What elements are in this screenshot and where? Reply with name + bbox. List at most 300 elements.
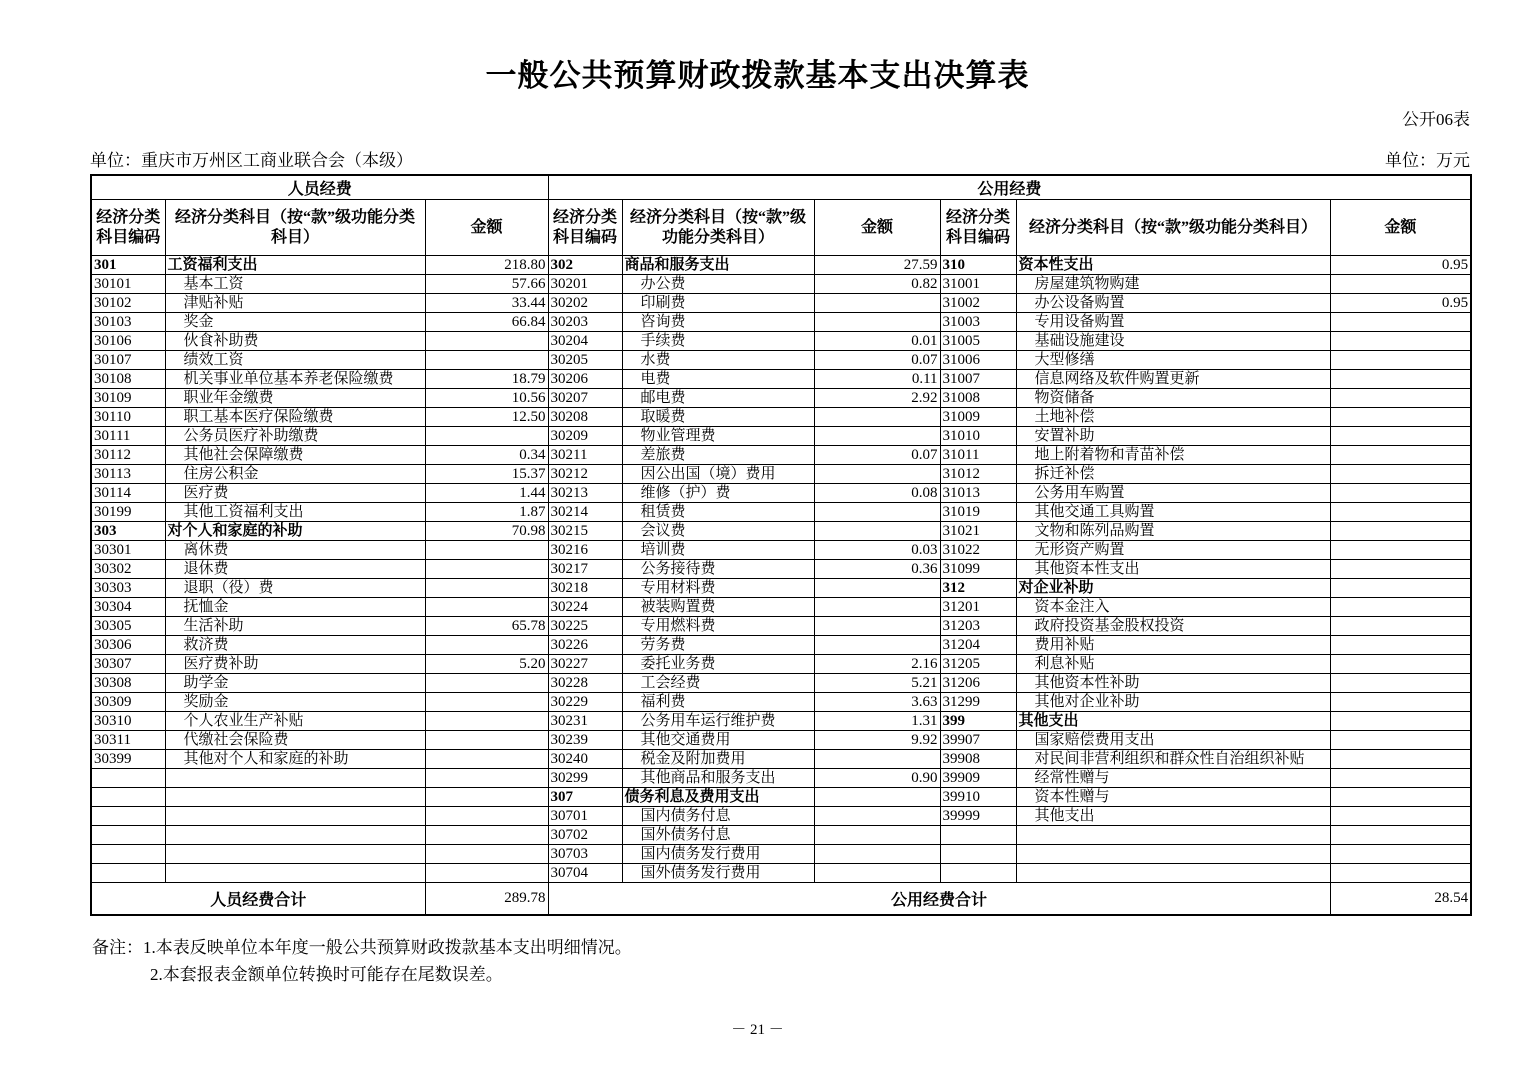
amount-cell: 5.21 — [814, 674, 940, 693]
notes — [92, 934, 632, 988]
amount-cell — [1330, 313, 1471, 332]
amount-cell — [425, 332, 548, 351]
name-cell: 住房公积金 — [165, 465, 425, 484]
name-cell — [1016, 864, 1330, 883]
amount-cell — [425, 541, 548, 560]
code-cell: 31201 — [940, 598, 1016, 617]
table-row — [91, 807, 1471, 826]
amount-cell: 12.50 — [425, 408, 548, 427]
code-cell: 30228 — [548, 674, 622, 693]
table-row — [91, 636, 1471, 655]
code-cell: 39999 — [940, 807, 1016, 826]
code-cell — [91, 788, 165, 807]
code-cell: 30224 — [548, 598, 622, 617]
name-cell: 机关事业单位基本养老保险缴费 — [165, 370, 425, 389]
code-cell: 302 — [548, 256, 622, 275]
amount-cell — [425, 579, 548, 598]
code-cell: 31012 — [940, 465, 1016, 484]
code-cell: 307 — [548, 788, 622, 807]
amount-cell: 0.36 — [814, 560, 940, 579]
name-cell: 对个人和家庭的补助 — [165, 522, 425, 541]
name-cell: 拆迁补偿 — [1016, 465, 1330, 484]
amount-cell — [814, 636, 940, 655]
amount-cell — [425, 674, 548, 693]
code-cell: 30216 — [548, 541, 622, 560]
name-cell: 退休费 — [165, 560, 425, 579]
note-text-2: 2.本套报表金额单位转换时可能存在尾数误差。 — [150, 965, 503, 985]
name-cell — [165, 864, 425, 883]
name-cell: 其他支出 — [1016, 807, 1330, 826]
name-cell: 其他资本性支出 — [1016, 560, 1330, 579]
amount-cell: 0.01 — [814, 332, 940, 351]
code-cell: 31001 — [940, 275, 1016, 294]
code-cell: 30102 — [91, 294, 165, 313]
code-cell: 30301 — [91, 541, 165, 560]
name-cell: 津贴补贴 — [165, 294, 425, 313]
code-cell: 30206 — [548, 370, 622, 389]
amount-cell — [1330, 427, 1471, 446]
amount-cell: 33.44 — [425, 294, 548, 313]
name-cell: 其他对个人和家庭的补助 — [165, 750, 425, 769]
col-header-subject-1: 经济分类科目（按“款”级功能分类科目） — [165, 200, 425, 256]
name-cell: 委托业务费 — [622, 655, 814, 674]
name-cell — [165, 769, 425, 788]
amount-cell — [1330, 370, 1471, 389]
amount-cell: 10.56 — [425, 389, 548, 408]
code-cell: 30199 — [91, 503, 165, 522]
code-cell: 30229 — [548, 693, 622, 712]
amount-cell — [425, 769, 548, 788]
name-cell: 政府投资基金股权投资 — [1016, 617, 1330, 636]
name-cell: 手续费 — [622, 332, 814, 351]
notes-label: 备注： — [92, 938, 143, 957]
code-cell: 30306 — [91, 636, 165, 655]
name-cell: 办公设备购置 — [1016, 294, 1330, 313]
code-cell: 30203 — [548, 313, 622, 332]
code-cell: 30204 — [548, 332, 622, 351]
amount-cell: 15.37 — [425, 465, 548, 484]
code-cell — [91, 826, 165, 845]
name-cell — [165, 807, 425, 826]
code-cell: 312 — [940, 579, 1016, 598]
meta-row — [90, 146, 1470, 171]
code-cell: 30226 — [548, 636, 622, 655]
name-cell: 工会经费 — [622, 674, 814, 693]
col-header-amount-2: 金额 — [814, 200, 940, 256]
amount-cell — [1330, 769, 1471, 788]
code-cell: 30201 — [548, 275, 622, 294]
name-cell: 劳务费 — [622, 636, 814, 655]
amount-cell — [425, 712, 548, 731]
name-cell: 公务用车运行维护费 — [622, 712, 814, 731]
code-cell: 31003 — [940, 313, 1016, 332]
name-cell: 债务利息及费用支出 — [622, 788, 814, 807]
code-cell: 39907 — [940, 731, 1016, 750]
amount-cell — [814, 598, 940, 617]
amount-cell — [814, 294, 940, 313]
code-cell: 30218 — [548, 579, 622, 598]
amount-cell — [814, 503, 940, 522]
code-cell: 301 — [91, 256, 165, 275]
name-cell: 专用燃料费 — [622, 617, 814, 636]
code-cell: 30103 — [91, 313, 165, 332]
code-cell: 31203 — [940, 617, 1016, 636]
code-cell: 31011 — [940, 446, 1016, 465]
name-cell: 对民间非营利组织和群众性自治组织补贴 — [1016, 750, 1330, 769]
table-row — [91, 275, 1471, 294]
amount-cell: 0.07 — [814, 446, 940, 465]
code-cell — [940, 826, 1016, 845]
amount-cell: 0.07 — [814, 351, 940, 370]
col-header-subject-2: 经济分类科目（按“款”级功能分类科目） — [622, 200, 814, 256]
amount-cell — [814, 313, 940, 332]
budget-table — [90, 174, 1472, 916]
name-cell: 租赁费 — [622, 503, 814, 522]
code-cell: 30205 — [548, 351, 622, 370]
code-cell — [91, 807, 165, 826]
table-row — [91, 560, 1471, 579]
code-cell: 30701 — [548, 807, 622, 826]
name-cell: 信息网络及软件购置更新 — [1016, 370, 1330, 389]
code-cell: 31002 — [940, 294, 1016, 313]
name-cell: 土地补偿 — [1016, 408, 1330, 427]
code-cell: 30113 — [91, 465, 165, 484]
code-cell: 30240 — [548, 750, 622, 769]
code-cell: 30225 — [548, 617, 622, 636]
code-cell: 30304 — [91, 598, 165, 617]
amount-cell — [425, 351, 548, 370]
amount-cell: 9.92 — [814, 731, 940, 750]
personnel-total-label: 人员经费合计 — [91, 883, 425, 915]
code-cell: 30704 — [548, 864, 622, 883]
code-cell: 30308 — [91, 674, 165, 693]
name-cell: 对企业补助 — [1016, 579, 1330, 598]
amount-cell — [814, 427, 940, 446]
amount-cell: 5.20 — [425, 655, 548, 674]
table-row — [91, 503, 1471, 522]
name-cell: 大型修缮 — [1016, 351, 1330, 370]
code-cell: 303 — [91, 522, 165, 541]
code-cell: 31206 — [940, 674, 1016, 693]
amount-cell — [814, 465, 940, 484]
amount-cell — [425, 598, 548, 617]
amount-cell — [1330, 522, 1471, 541]
name-cell: 国内债务发行费用 — [622, 845, 814, 864]
name-cell: 地上附着物和青苗补偿 — [1016, 446, 1330, 465]
table-row — [91, 427, 1471, 446]
name-cell: 资本性支出 — [1016, 256, 1330, 275]
amount-cell — [1330, 598, 1471, 617]
amount-cell — [814, 579, 940, 598]
amount-cell — [1330, 465, 1471, 484]
amount-cell — [1330, 560, 1471, 579]
table-row — [91, 522, 1471, 541]
code-cell: 30227 — [548, 655, 622, 674]
name-cell: 奖金 — [165, 313, 425, 332]
name-cell — [165, 788, 425, 807]
amount-cell — [1330, 864, 1471, 883]
code-cell: 30110 — [91, 408, 165, 427]
code-cell: 30299 — [548, 769, 622, 788]
table-row — [91, 256, 1471, 275]
amount-cell — [425, 826, 548, 845]
name-cell: 其他交通费用 — [622, 731, 814, 750]
table-row — [91, 788, 1471, 807]
code-cell: 310 — [940, 256, 1016, 275]
amount-cell: 0.95 — [1330, 256, 1471, 275]
amount-cell — [1330, 579, 1471, 598]
code-cell — [91, 769, 165, 788]
code-cell: 30101 — [91, 275, 165, 294]
col-header-code-2: 经济分类科目编码 — [548, 200, 622, 256]
code-cell: 30202 — [548, 294, 622, 313]
col-header-code-3: 经济分类科目编码 — [940, 200, 1016, 256]
amount-cell — [1330, 807, 1471, 826]
name-cell: 资本金注入 — [1016, 598, 1330, 617]
name-cell: 被装购置费 — [622, 598, 814, 617]
amount-cell — [1330, 674, 1471, 693]
table-row — [91, 370, 1471, 389]
name-cell: 公务接待费 — [622, 560, 814, 579]
name-cell: 个人农业生产补贴 — [165, 712, 425, 731]
name-cell: 生活补助 — [165, 617, 425, 636]
code-cell: 30108 — [91, 370, 165, 389]
column-header-row — [91, 200, 1471, 256]
amount-cell — [425, 750, 548, 769]
table-row — [91, 769, 1471, 788]
amount-cell — [1330, 693, 1471, 712]
name-cell: 其他资本性补助 — [1016, 674, 1330, 693]
amount-cell — [425, 560, 548, 579]
amount-cell: 1.44 — [425, 484, 548, 503]
name-cell: 维修（护）费 — [622, 484, 814, 503]
amount-cell — [814, 522, 940, 541]
code-cell: 31010 — [940, 427, 1016, 446]
name-cell: 商品和服务支出 — [622, 256, 814, 275]
amount-cell — [1330, 408, 1471, 427]
code-cell: 31013 — [940, 484, 1016, 503]
amount-cell: 65.78 — [425, 617, 548, 636]
amount-cell — [425, 807, 548, 826]
amount-cell — [1330, 712, 1471, 731]
name-cell: 费用补贴 — [1016, 636, 1330, 655]
table-row — [91, 845, 1471, 864]
amount-cell — [425, 636, 548, 655]
name-cell: 物资储备 — [1016, 389, 1330, 408]
amount-cell — [1330, 389, 1471, 408]
code-cell: 30305 — [91, 617, 165, 636]
amount-cell — [1330, 332, 1471, 351]
name-cell: 差旅费 — [622, 446, 814, 465]
table-row — [91, 598, 1471, 617]
code-cell — [940, 864, 1016, 883]
name-cell: 安置补助 — [1016, 427, 1330, 446]
table-row — [91, 864, 1471, 883]
table-row — [91, 826, 1471, 845]
code-cell: 30309 — [91, 693, 165, 712]
name-cell: 工资福利支出 — [165, 256, 425, 275]
amount-cell: 0.90 — [814, 769, 940, 788]
code-cell: 30207 — [548, 389, 622, 408]
code-cell: 30302 — [91, 560, 165, 579]
name-cell: 离休费 — [165, 541, 425, 560]
amount-cell: 0.82 — [814, 275, 940, 294]
amount-cell: 66.84 — [425, 313, 548, 332]
code-cell: 30112 — [91, 446, 165, 465]
amount-cell: 218.80 — [425, 256, 548, 275]
amount-cell: 57.66 — [425, 275, 548, 294]
name-cell: 公务员医疗补助缴费 — [165, 427, 425, 446]
col-header-amount-3: 金额 — [1330, 200, 1471, 256]
name-cell: 助学金 — [165, 674, 425, 693]
code-cell: 30213 — [548, 484, 622, 503]
name-cell: 专用材料费 — [622, 579, 814, 598]
amount-cell — [814, 826, 940, 845]
code-cell: 30209 — [548, 427, 622, 446]
code-cell — [91, 864, 165, 883]
code-cell: 31007 — [940, 370, 1016, 389]
code-cell: 31006 — [940, 351, 1016, 370]
table-row — [91, 332, 1471, 351]
col-header-code-1: 经济分类科目编码 — [91, 200, 165, 256]
amount-cell — [814, 617, 940, 636]
personnel-group-header: 人员经费 — [91, 175, 548, 200]
code-cell: 30211 — [548, 446, 622, 465]
name-cell: 经常性赠与 — [1016, 769, 1330, 788]
table-row — [91, 351, 1471, 370]
code-cell: 31009 — [940, 408, 1016, 427]
table-row — [91, 465, 1471, 484]
page-title: 一般公共预算财政拨款基本支出决算表 — [485, 58, 1030, 93]
code-cell: 30217 — [548, 560, 622, 579]
code-cell: 399 — [940, 712, 1016, 731]
name-cell: 其他对企业补助 — [1016, 693, 1330, 712]
name-cell: 福利费 — [622, 693, 814, 712]
code-cell: 39909 — [940, 769, 1016, 788]
name-cell: 其他工资福利支出 — [165, 503, 425, 522]
name-cell: 基本工资 — [165, 275, 425, 294]
amount-cell: 1.87 — [425, 503, 548, 522]
code-cell: 30703 — [548, 845, 622, 864]
amount-cell: 27.59 — [814, 256, 940, 275]
code-cell: 31099 — [940, 560, 1016, 579]
name-cell: 抚恤金 — [165, 598, 425, 617]
page-number: － 21 － — [731, 1022, 784, 1038]
name-cell: 奖励金 — [165, 693, 425, 712]
name-cell: 办公费 — [622, 275, 814, 294]
code-cell: 30702 — [548, 826, 622, 845]
amount-cell — [814, 845, 940, 864]
code-cell: 31005 — [940, 332, 1016, 351]
group-header-row — [91, 175, 1471, 200]
amount-cell — [1330, 788, 1471, 807]
table-row — [91, 750, 1471, 769]
code-cell: 30208 — [548, 408, 622, 427]
name-cell: 国家赔偿费用支出 — [1016, 731, 1330, 750]
amount-cell — [425, 731, 548, 750]
code-cell: 31204 — [940, 636, 1016, 655]
name-cell: 职工基本医疗保险缴费 — [165, 408, 425, 427]
name-cell: 税金及附加费用 — [622, 750, 814, 769]
amount-cell — [425, 788, 548, 807]
name-cell: 因公出国（境）费用 — [622, 465, 814, 484]
amount-cell — [814, 750, 940, 769]
table-row — [91, 389, 1471, 408]
amount-cell — [814, 864, 940, 883]
amount-cell: 0.34 — [425, 446, 548, 465]
col-header-subject-3: 经济分类科目（按“款”级功能分类科目） — [1016, 200, 1330, 256]
amount-cell — [1330, 826, 1471, 845]
table-row — [91, 655, 1471, 674]
amount-cell: 18.79 — [425, 370, 548, 389]
name-cell — [165, 826, 425, 845]
name-cell: 印刷费 — [622, 294, 814, 313]
public-total-label: 公用经费合计 — [548, 883, 1330, 915]
amount-cell: 0.03 — [814, 541, 940, 560]
name-cell: 其他商品和服务支出 — [622, 769, 814, 788]
col-header-amount-1: 金额 — [425, 200, 548, 256]
code-cell: 31008 — [940, 389, 1016, 408]
code-cell: 31019 — [940, 503, 1016, 522]
public-total-amount: 28.54 — [1330, 883, 1471, 915]
totals-row — [91, 883, 1471, 915]
name-cell: 资本性赠与 — [1016, 788, 1330, 807]
amount-cell — [1330, 845, 1471, 864]
table-row — [91, 484, 1471, 503]
amount-cell — [1330, 655, 1471, 674]
amount-cell: 70.98 — [425, 522, 548, 541]
name-cell: 国外债务付息 — [622, 826, 814, 845]
table-row — [91, 579, 1471, 598]
table-row — [91, 541, 1471, 560]
code-cell: 30214 — [548, 503, 622, 522]
amount-cell — [425, 693, 548, 712]
amount-cell — [814, 807, 940, 826]
unit-of-measure: 单位：万元 — [1385, 151, 1470, 170]
name-cell: 医疗费补助 — [165, 655, 425, 674]
code-cell: 30107 — [91, 351, 165, 370]
code-cell: 30239 — [548, 731, 622, 750]
code-cell: 30114 — [91, 484, 165, 503]
name-cell — [1016, 845, 1330, 864]
code-cell — [940, 845, 1016, 864]
name-cell: 取暖费 — [622, 408, 814, 427]
name-cell: 退职（役）费 — [165, 579, 425, 598]
name-cell: 国内债务付息 — [622, 807, 814, 826]
amount-cell — [1330, 731, 1471, 750]
table-row — [91, 617, 1471, 636]
name-cell: 其他社会保障缴费 — [165, 446, 425, 465]
personnel-total-amount: 289.78 — [425, 883, 548, 915]
amount-cell — [1330, 484, 1471, 503]
unit-name: 单位：重庆市万州区工商业联合会（本级） — [90, 151, 413, 170]
name-cell — [1016, 826, 1330, 845]
amount-cell: 0.11 — [814, 370, 940, 389]
code-cell: 30310 — [91, 712, 165, 731]
note-text-1: 1.本表反映单位本年度一般公共预算财政拨款基本支出明细情况。 — [143, 938, 632, 957]
name-cell — [165, 845, 425, 864]
amount-cell — [1330, 617, 1471, 636]
table-row — [91, 408, 1471, 427]
table-row — [91, 313, 1471, 332]
name-cell: 国外债务发行费用 — [622, 864, 814, 883]
amount-cell: 0.95 — [1330, 294, 1471, 313]
amount-cell — [1330, 750, 1471, 769]
name-cell: 水费 — [622, 351, 814, 370]
name-cell: 其他支出 — [1016, 712, 1330, 731]
name-cell: 利息补贴 — [1016, 655, 1330, 674]
amount-cell — [425, 845, 548, 864]
